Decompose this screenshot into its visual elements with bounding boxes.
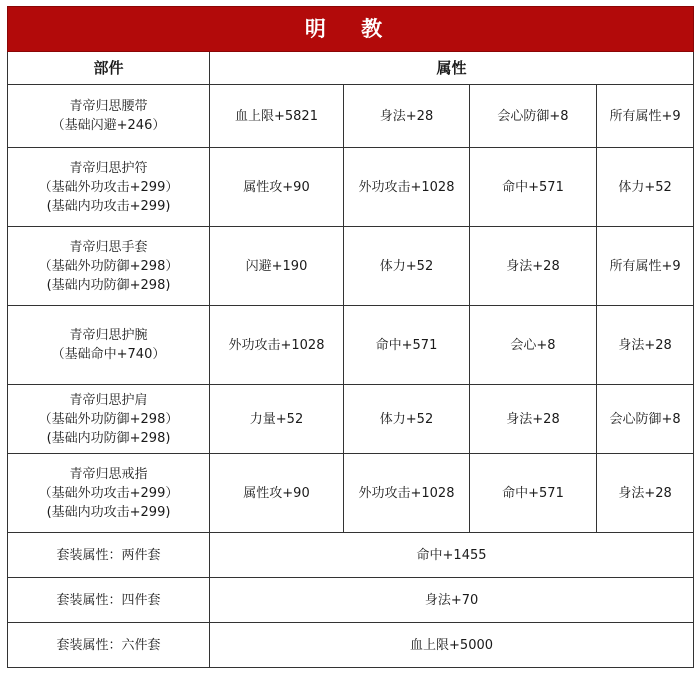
part-name: 青帝归思护符 <box>69 160 148 176</box>
attribute-cell: 会心防御+8 <box>470 85 597 148</box>
part-base-stat: （基础闪避+246） <box>51 118 166 133</box>
table-row <box>8 148 694 227</box>
set-bonus-value: 血上限+5000 <box>210 623 694 668</box>
attribute-cell: 外功攻击+1028 <box>344 454 470 533</box>
part-base-stat: （基础外功防御+298） <box>38 411 179 427</box>
set-bonus-label: 套装属性：四件套 <box>8 578 210 623</box>
attribute-cell: 属性攻+90 <box>210 454 344 533</box>
attribute-cell: 所有属性+9 <box>597 227 694 306</box>
part-base-stat: （基础命中+740） <box>51 347 166 362</box>
equipment-set-table <box>7 6 694 668</box>
table-row <box>8 454 694 533</box>
attributes-column-header: 属性 <box>210 52 694 85</box>
attribute-cell: 属性攻+90 <box>210 148 344 227</box>
part-base-stat: （基础外功攻击+299） <box>38 179 179 195</box>
part-cell <box>8 148 210 227</box>
table-row <box>8 85 694 148</box>
part-base-stat: (基础内功攻击+299) <box>46 504 171 520</box>
attribute-cell: 身法+28 <box>597 454 694 533</box>
part-base-stat: （基础外功防御+298） <box>38 258 179 274</box>
set-bonus-label: 套装属性：六件套 <box>8 623 210 668</box>
attribute-cell: 身法+28 <box>470 385 597 454</box>
attribute-cell: 身法+28 <box>344 85 470 148</box>
table-row <box>8 306 694 385</box>
attribute-cell: 体力+52 <box>344 385 470 454</box>
part-cell <box>8 385 210 454</box>
attribute-cell: 命中+571 <box>470 148 597 227</box>
attribute-cell: 命中+571 <box>344 306 470 385</box>
part-cell <box>8 306 210 385</box>
attribute-cell: 血上限+5821 <box>210 85 344 148</box>
part-name: 青帝归思手套 <box>69 239 148 255</box>
table-row <box>8 227 694 306</box>
attribute-cell: 会心+8 <box>470 306 597 385</box>
part-base-stat: (基础内功攻击+299) <box>46 198 171 214</box>
set-bonus-row <box>8 578 694 623</box>
attribute-cell: 体力+52 <box>344 227 470 306</box>
part-name: 青帝归思护肩 <box>69 392 148 408</box>
part-cell <box>8 454 210 533</box>
part-base-stat: (基础内功防御+298) <box>46 277 171 293</box>
part-cell <box>8 227 210 306</box>
set-bonus-label: 套装属性：两件套 <box>8 533 210 578</box>
attribute-cell: 命中+571 <box>470 454 597 533</box>
attribute-cell: 身法+28 <box>597 306 694 385</box>
part-name: 青帝归思腰带 <box>69 99 148 114</box>
part-base-stat: （基础外功攻击+299） <box>38 485 179 501</box>
equipment-set-table-container <box>7 6 693 668</box>
set-bonus-row <box>8 623 694 668</box>
attribute-cell: 所有属性+9 <box>597 85 694 148</box>
attribute-cell: 闪避+190 <box>210 227 344 306</box>
set-bonus-value: 命中+1455 <box>210 533 694 578</box>
attribute-cell: 体力+52 <box>597 148 694 227</box>
set-bonus-value: 身法+70 <box>210 578 694 623</box>
part-name: 青帝归思护腕 <box>69 328 148 343</box>
attribute-cell: 外功攻击+1028 <box>210 306 344 385</box>
attribute-cell: 会心防御+8 <box>597 385 694 454</box>
part-name: 青帝归思戒指 <box>69 466 148 482</box>
part-column-header: 部件 <box>8 52 210 85</box>
attribute-cell: 身法+28 <box>470 227 597 306</box>
part-base-stat: (基础内功防御+298) <box>46 430 171 446</box>
set-bonus-row <box>8 533 694 578</box>
table-row <box>8 385 694 454</box>
part-cell <box>8 85 210 148</box>
attribute-cell: 力量+52 <box>210 385 344 454</box>
attribute-cell: 外功攻击+1028 <box>344 148 470 227</box>
table-title: 明 教 <box>8 7 694 52</box>
